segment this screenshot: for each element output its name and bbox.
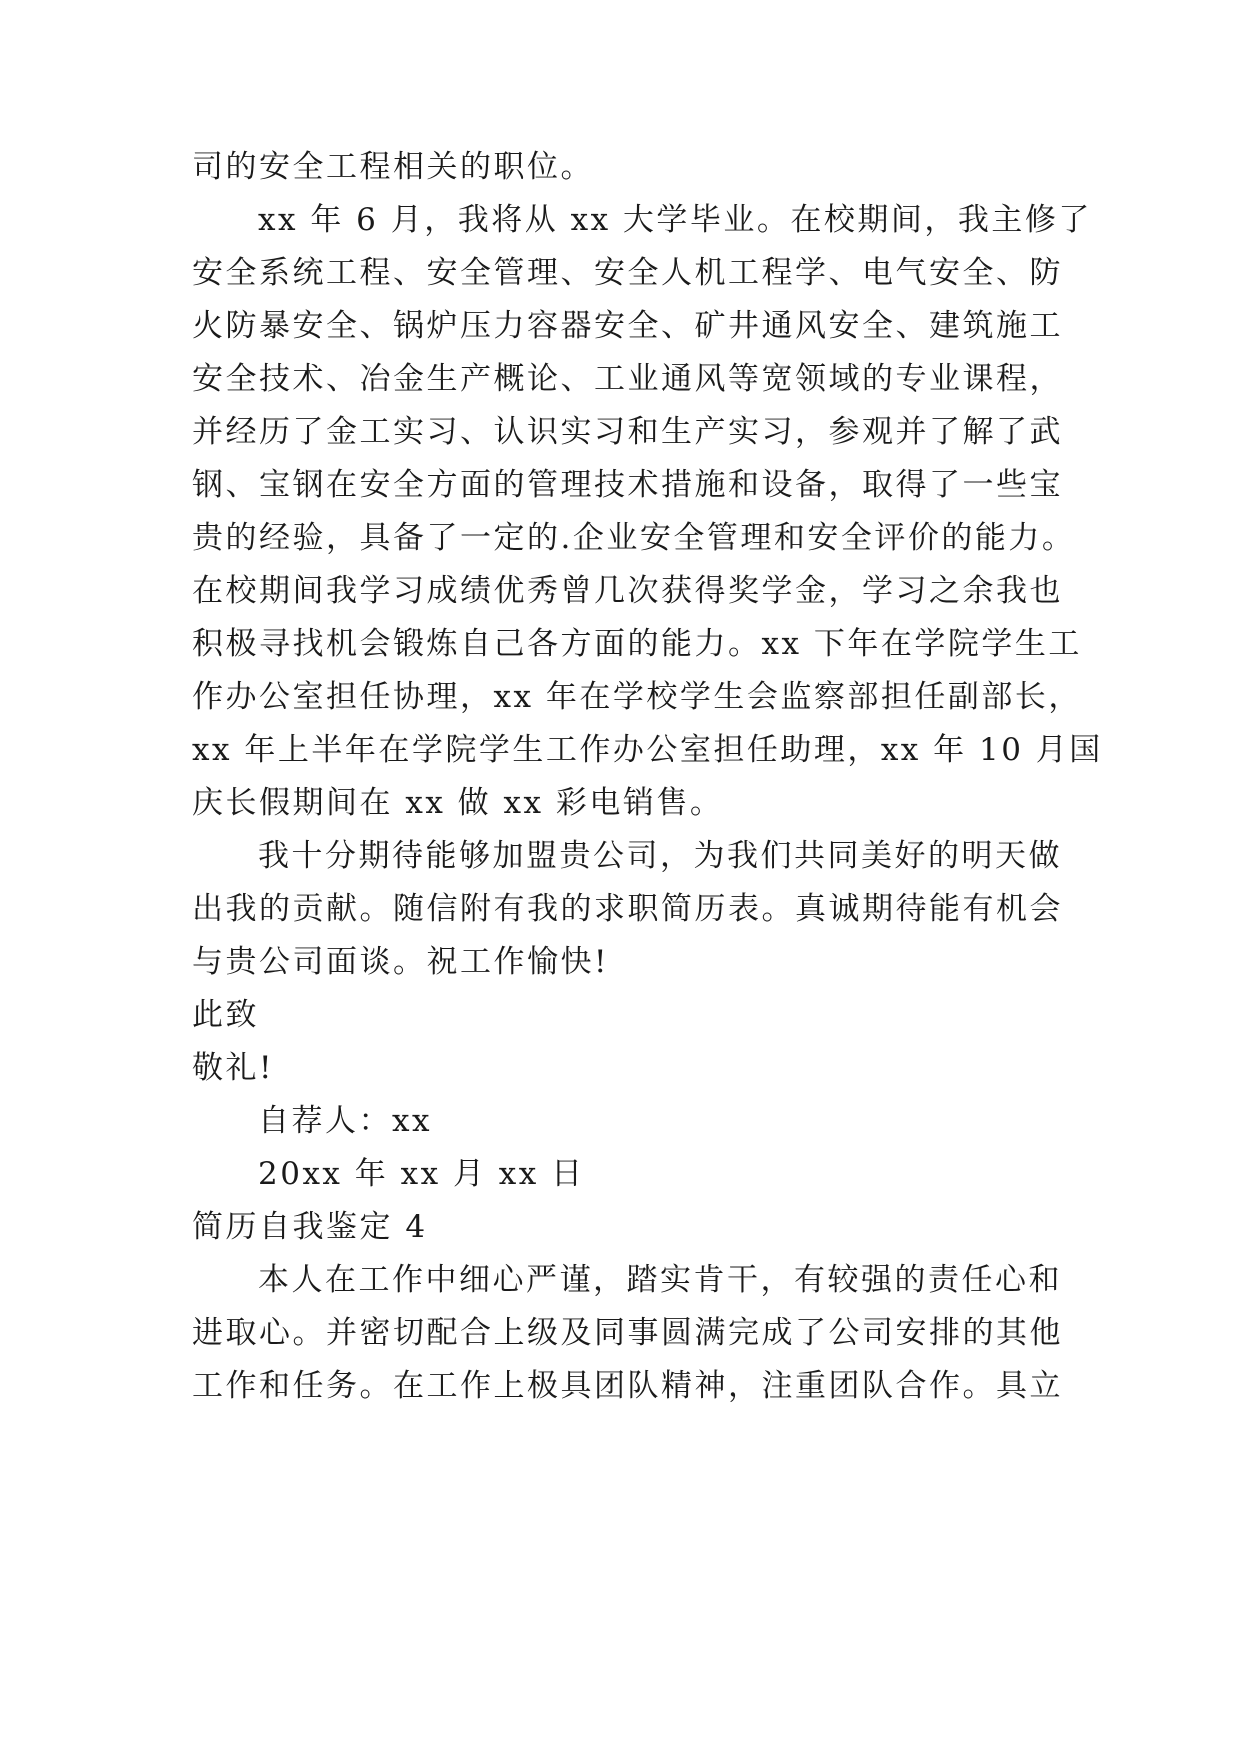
text-line: 庆长假期间在 xx 做 xx 彩电销售。 xyxy=(192,785,724,821)
section-heading: 简历自我鉴定 4 xyxy=(192,1209,428,1245)
date-line: 20xx 年 xx 月 xx 日 xyxy=(258,1156,585,1192)
closing-regards: 敬礼! xyxy=(192,1050,274,1086)
text-line: 本人在工作中细心严谨，踏实肯干，有较强的责任心和 xyxy=(258,1262,1062,1298)
closing-salutation: 此致 xyxy=(192,997,259,1033)
text-line: 并经历了金工实习、认识实习和生产实习，参观并了解了武 xyxy=(192,414,1063,450)
text-line: 安全系统工程、安全管理、安全人机工程学、电气安全、防 xyxy=(192,255,1063,291)
text-line: 进取心。并密切配合上级及同事圆满完成了公司安排的其他 xyxy=(192,1315,1063,1351)
text-line: 钢、宝钢在安全方面的管理技术措施和设备，取得了一些宝 xyxy=(192,467,1063,503)
text-line: 作办公室担任协理，xx 年在学校学生会监察部担任副部长， xyxy=(192,679,1082,715)
text-line: 积极寻找机会锻炼自己各方面的能力。xx 下年在学院学生工 xyxy=(192,626,1082,662)
text-line: 安全技术、冶金生产概论、工业通风等宽领域的专业课程， xyxy=(192,361,1063,397)
text-line: xx 年上半年在学院学生工作办公室担任助理，xx 年 10 月国 xyxy=(192,732,1103,768)
text-line: 工作和任务。在工作上极具团队精神，注重团队合作。具立 xyxy=(192,1368,1063,1404)
text-line: 司的安全工程相关的职位。 xyxy=(192,149,594,185)
text-line: 贵的经验，具备了一定的.企业安全管理和安全评价的能力。 xyxy=(192,520,1076,556)
text-line: 出我的贡献。随信附有我的求职简历表。真诚期待能有机会 xyxy=(192,891,1063,927)
text-line: 火防暴安全、锅炉压力容器安全、矿井通风安全、建筑施工 xyxy=(192,308,1063,344)
text-line: xx 年 6 月，我将从 xx 大学毕业。在校期间，我主修了 xyxy=(258,202,1092,238)
text-line: 与贵公司面谈。祝工作愉快! xyxy=(192,944,609,980)
signature-line: 自荐人：xx xyxy=(258,1103,432,1139)
text-line: 在校期间我学习成绩优秀曾几次获得奖学金，学习之余我也 xyxy=(192,573,1063,609)
text-line: 我十分期待能够加盟贵公司，为我们共同美好的明天做 xyxy=(258,838,1062,874)
